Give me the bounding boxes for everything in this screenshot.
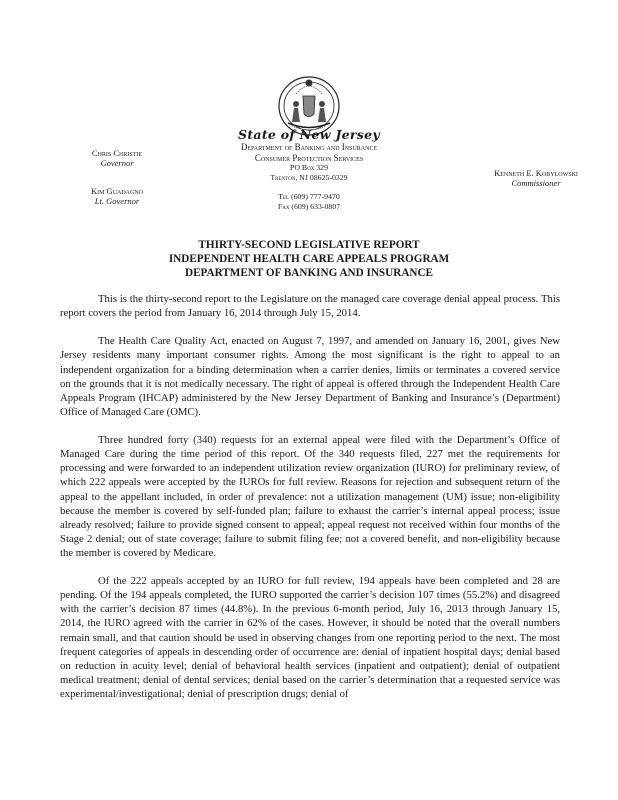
lt-governor-title: Lt. Governor bbox=[94, 196, 140, 206]
letterhead-governors bbox=[62, 148, 172, 206]
commissioner-title: Commissioner bbox=[511, 178, 561, 188]
paragraph-health-care-quality-act: The Health Care Quality Act, enacted on August 7, 1997, and amended on January 16, 2001, gives New Jersey residents many important consumer rights. Among the most significant is the right to appeal to an independent organization for a binding determination when a carrier denies, limits or terminates a covered service on the grounds that it is not medically necessary. The right of appeal is offered through the Independent Health Care Appeals Program (IHCAP) administered by the New Jersey Department of Banking and Insurance’s (Department) Office of Managed Care (OMC). bbox=[60, 335, 560, 418]
title-line-2: INDEPENDENT HEALTH CARE APPEALS PROGRAM bbox=[168, 253, 450, 265]
po-box: PO Box 329 bbox=[290, 163, 328, 172]
paragraph-appeal-outcomes: Of the 222 appeals accepted by an IURO for full review, 194 appeals have been completed and 28 are pending. Of the 194 appeals completed, the IURO supported the carrier’s decision 107 times (55.2%) and disagreed with the carrier’s decision 87 times (44.8%). In the previous 6-month period, July 16, 2013 through January 15, 2014, the IURO agreed with the carrier in 62% of the cases. However, it should be noted that the overall numbers remain small, and that caution should be used in observing changes from one reporting period to the next. The most frequent categories of appeals in descending order of occurrence are: denial of inpatient hospital days; denial based on reduction in acuity level; denial of behavioral health services (inpatient and outpatient); denial of outpatient medical treatment; denial of dental services; denial based on the carrier’s determination that a requested service was experimental/investigational; denial of prescription drugs; denial of bbox=[60, 575, 560, 700]
title-line-3: DEPARTMENT OF BANKING AND INSURANCE bbox=[184, 267, 434, 279]
paragraph-intro: This is the thirty-second report to the Legislature on the managed care coverage denial appeal process. This report covers the period from January 16, 2014 through July 15, 2014. bbox=[60, 293, 560, 320]
report-body bbox=[60, 292, 560, 715]
department-name: Department of Banking and Insurance bbox=[240, 142, 378, 152]
letterhead-department bbox=[200, 127, 418, 212]
fax: Fax (609) 633-0807 bbox=[277, 202, 341, 211]
paragraph-appeal-requests: Three hundred forty (340) requests for an external appeal were filed with the Department’s Office of Managed Care during the time period of this report. Of the 340 requests filed, 227 met the requirements for processing and were forwarded to an independent utilization review organization (IURO) for preliminary review, of which 222 appeals were accepted by the IUROs for full review. Reasons for rejection and subsequent return of the appeal to the appellant included, in order of prevalence: not a utilization management (UM) issue; non-eligibility because the member is covered by self-funded plan; failure to exhaust the carrier’s internal appeal process; issue already resolved; failure to provide signed consent to appeal; appeal request not received within four months of the Stage 2 denial; out of state coverage; failure to submit filing fee; not a covered benefit, and non-eligibility because the member is covered by Medicare. bbox=[60, 434, 560, 559]
city-address: Trenton, NJ 08625-0329 bbox=[270, 173, 348, 182]
telephone: Tel (609) 777-9470 bbox=[278, 192, 340, 201]
report-title bbox=[100, 238, 518, 280]
lt-governor-name: Kim Guadagno bbox=[90, 186, 144, 196]
commissioner-name: Kenneth E. Kobylowski bbox=[494, 168, 578, 178]
governor-title: Governor bbox=[100, 158, 134, 168]
title-line-1: THIRTY-SECOND LEGISLATIVE REPORT bbox=[198, 239, 420, 251]
division-name: Consumer Protection Services bbox=[254, 152, 364, 163]
letterhead-commissioner bbox=[480, 168, 592, 188]
state-name: State of New Jersey bbox=[238, 127, 380, 142]
governor-name: Chris Christie bbox=[91, 148, 143, 158]
